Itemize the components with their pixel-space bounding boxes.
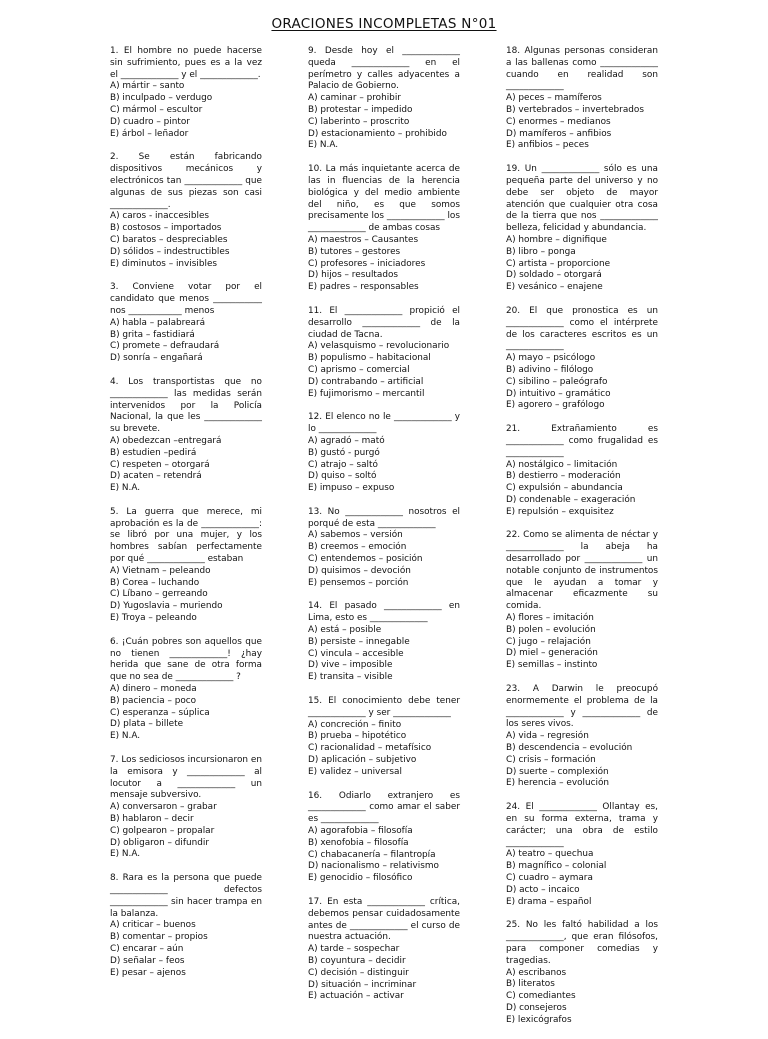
question-stem: 13. No _____________ nosotros el porqué de esta _____________ bbox=[308, 506, 460, 529]
answer-option: E) fujimorismo – mercantil bbox=[308, 388, 425, 399]
answer-option: A) flores – imitación bbox=[506, 613, 594, 624]
question-stem: 11. El _____________ propició el desarrollo _____________ de la ciudad de Tacna. bbox=[308, 305, 460, 340]
question-item bbox=[506, 530, 658, 672]
answer-option: A) vida – regresión bbox=[506, 731, 589, 742]
answer-option: B) prueba – hipotético bbox=[308, 731, 407, 742]
answer-option: C) baratos – despreciables bbox=[110, 234, 228, 245]
question-stem: 24. El _____________ Ollantay es, en su forma externa, trama y carácter; una obra de estilo _____________ bbox=[506, 802, 658, 848]
answer-option: A) dinero – moneda bbox=[110, 684, 197, 695]
answer-option: A) escribanos bbox=[506, 967, 567, 978]
answer-option: C) chabacanería – filantropía bbox=[308, 849, 436, 860]
question-stem: 15. El conocimiento debe tener _____________ y ser _____________ bbox=[308, 696, 460, 718]
answer-option: E) padres – responsables bbox=[308, 282, 419, 293]
answer-option: A) Vietnam – peleando bbox=[110, 565, 211, 576]
answer-option: B) libro – ponga bbox=[506, 246, 576, 257]
answer-option: C) artista – proporcione bbox=[506, 258, 611, 269]
question-item bbox=[308, 412, 460, 495]
question-item bbox=[308, 601, 460, 684]
answer-option: D) nacionalismo – relativismo bbox=[308, 861, 439, 872]
answer-option: C) laberinto – proscrito bbox=[308, 116, 410, 127]
answer-option: D) quisimos – devoción bbox=[308, 565, 411, 576]
answer-option: C) cuadro – aymara bbox=[506, 873, 593, 883]
answer-option: A) velasquismo – revolucionario bbox=[308, 341, 450, 352]
question-stem: 6. ¡Cuán pobres son aquellos que no tienen _____________! ¿hay herida que sane de otra forma que no sea de _____________ ? bbox=[110, 636, 262, 683]
question-item bbox=[506, 424, 658, 518]
page-title bbox=[0, 16, 768, 32]
answer-option: B) protestar – impedido bbox=[308, 104, 413, 115]
answer-option: C) sibilino – paleógrafo bbox=[506, 376, 608, 387]
answer-option: A) teatro – quechua bbox=[506, 849, 594, 860]
answer-option: E) árbol – leñador bbox=[110, 128, 189, 139]
answer-option: E) genocidio – filosófico bbox=[308, 873, 413, 884]
question-stem: 3. Conviene votar por el candidato que menos ___________ nos ____________ menos bbox=[110, 282, 262, 316]
question-column-1 bbox=[110, 46, 262, 991]
answer-option: A) obedezcan –entregará bbox=[110, 435, 222, 446]
question-item bbox=[308, 696, 460, 779]
answer-option: E) N.A. bbox=[110, 483, 141, 494]
page-title-text: ORACIONES INCOMPLETAS N°01 bbox=[271, 16, 497, 32]
answer-option: A) agradó – mató bbox=[308, 435, 385, 446]
answer-option: A) agorafobia – filosofía bbox=[308, 826, 413, 837]
answer-option: B) tutores – gestores bbox=[308, 246, 401, 257]
answer-option: D) sonría – engañará bbox=[110, 353, 203, 364]
answer-option: B) estudien –pedirá bbox=[110, 447, 197, 458]
question-column-3 bbox=[506, 46, 658, 1039]
answer-option: E) diminutos – invisibles bbox=[110, 258, 218, 269]
answer-option: D) señalar – feos bbox=[110, 955, 185, 966]
answer-option: E) pesar – ajenos bbox=[110, 967, 186, 978]
answer-option: A) maestros – Causantes bbox=[308, 234, 419, 245]
answer-option: C) comediantes bbox=[506, 991, 576, 1002]
answer-option: D) acaten – retendrá bbox=[110, 471, 202, 482]
question-stem: 4. Los transportistas que no _____________ las medidas serán intervenidos por la Policía Nacional, la que les _____________ su brevete. bbox=[110, 376, 262, 435]
answer-option: C) expulsión – abundancia bbox=[506, 483, 623, 494]
answer-option: E) vesánico – enajene bbox=[506, 282, 603, 293]
question-stem: 25. No les faltó habilidad a los _____________, que eran filósofos, para componer comedias y tragedias. bbox=[506, 920, 658, 966]
answer-option: E) pensemos – porción bbox=[308, 577, 409, 588]
answer-option: B) creemos – emoción bbox=[308, 542, 407, 553]
answer-option: E) Troya – peleando bbox=[110, 613, 197, 624]
answer-option: B) inculpado – verdugo bbox=[110, 93, 213, 104]
answer-option: E) lexicógrafos bbox=[506, 1014, 572, 1025]
answer-option: B) polen – evolución bbox=[506, 624, 596, 635]
answer-option: A) hombre – dignifique bbox=[506, 234, 607, 245]
answer-option: E) actuación – activar bbox=[308, 991, 404, 1002]
answer-option: C) aprismo – comercial bbox=[308, 364, 410, 375]
answer-option: D) estacionamiento – prohibido bbox=[308, 128, 447, 139]
question-stem: 5. La guerra que merece, mi aprobación es la de _____________: se libró por una mujer, y los hombres sabían perfectamente por qué _____________ estaban bbox=[110, 506, 262, 565]
question-item bbox=[506, 164, 658, 294]
answer-option: D) intuitivo – gramático bbox=[506, 388, 611, 399]
answer-option: C) mármol – escultor bbox=[110, 104, 203, 115]
answer-option: D) soldado – otorgará bbox=[506, 270, 602, 281]
answer-option: D) obligaron – difundir bbox=[110, 837, 209, 848]
answer-option: E) drama – español bbox=[506, 896, 592, 907]
answer-option: D) contrabando – artificial bbox=[308, 376, 424, 387]
answer-option: E) herencia – evolución bbox=[506, 778, 610, 789]
question-item bbox=[110, 873, 262, 979]
answer-option: C) profesores – iniciadores bbox=[308, 258, 426, 269]
answer-option: A) mayo – psicólogo bbox=[506, 353, 596, 364]
answer-option: A) está – posible bbox=[308, 625, 382, 636]
answer-option: E) validez – universal bbox=[308, 766, 402, 777]
answer-option: D) plata – billete bbox=[110, 719, 184, 730]
question-item bbox=[506, 802, 658, 908]
question-stem: 17. En esta _____________ crítica, debemos pensar cuidadosamente antes de _____________ el curso de nuestra actuación. bbox=[308, 897, 460, 943]
answer-option: D) quiso – soltó bbox=[308, 471, 377, 482]
answer-option: C) esperanza – súplica bbox=[110, 707, 210, 718]
answer-option: D) acto – incaico bbox=[506, 884, 580, 895]
answer-option: C) entendemos – posición bbox=[308, 554, 423, 565]
question-item bbox=[308, 507, 460, 590]
answer-option: B) destierro – moderación bbox=[506, 471, 621, 482]
question-stem: 19. Un _____________ sólo es una pequeña parte del universo y no debe ser objeto de mayor atención que cualquier otra cosa de la tierra que nos _____________ belleza, felicidad y abundancia. bbox=[506, 164, 658, 234]
answer-option: D) hijos – resultados bbox=[308, 270, 399, 281]
question-item bbox=[110, 282, 262, 365]
question-item bbox=[308, 306, 460, 400]
answer-option: E) agorero – grafólogo bbox=[506, 400, 605, 411]
answer-option: D) sólidos – indestructibles bbox=[110, 246, 230, 257]
question-item bbox=[110, 152, 262, 270]
question-item bbox=[506, 306, 658, 412]
answer-option: A) criticar – buenos bbox=[110, 920, 196, 931]
answer-option: A) concreción – finito bbox=[308, 719, 402, 730]
answer-option: B) magnífico – colonial bbox=[506, 861, 607, 872]
answer-option: C) vincula – accesible bbox=[308, 648, 404, 659]
answer-option: E) anfibios – peces bbox=[506, 140, 589, 151]
answer-option: C) jugo – relajación bbox=[506, 636, 591, 647]
answer-option: C) golpearon – propalar bbox=[110, 825, 215, 836]
answer-option: D) suerte – complexión bbox=[506, 766, 609, 777]
answer-option: D) mamíferos – anfibios bbox=[506, 128, 612, 139]
question-item bbox=[308, 164, 460, 294]
answer-option: D) aplicación – subjetivo bbox=[308, 755, 417, 766]
answer-option: B) costosos – importados bbox=[110, 223, 222, 234]
answer-option: C) atrajo – saltó bbox=[308, 459, 378, 470]
question-column-2 bbox=[308, 46, 460, 1015]
answer-option: A) habla – palabreará bbox=[110, 317, 206, 328]
answer-option: B) persiste – innegable bbox=[308, 636, 410, 647]
question-item bbox=[506, 920, 658, 1026]
answer-option: E) impuso – expuso bbox=[308, 483, 395, 494]
question-stem: 14. El pasado _____________ en Lima, esto es _____________ bbox=[308, 601, 460, 624]
answer-option: C) racionalidad – metafísico bbox=[308, 743, 432, 754]
answer-option: D) vive – imposible bbox=[308, 660, 393, 671]
answer-option: A) nostálgico – limitación bbox=[506, 459, 618, 470]
question-stem: 22. Como se alimenta de néctar y _____________ la abeja ha desarrollado por _____________ un notable conjunto de instrumentos que le ayudan a tomar y almacenar eficazmente su comida. bbox=[506, 530, 658, 612]
question-item bbox=[308, 897, 460, 1003]
answer-option: B) descendencia – evolución bbox=[506, 743, 633, 754]
answer-option: D) condenable – exageración bbox=[506, 494, 636, 505]
answer-option: B) adivino – filólogo bbox=[506, 364, 594, 375]
answer-option: E) transita – visible bbox=[308, 672, 393, 683]
question-item bbox=[308, 791, 460, 885]
answer-option: D) cuadro – pintor bbox=[110, 116, 190, 127]
answer-option: B) xenofobia – filosofía bbox=[308, 837, 409, 848]
answer-option: B) vertebrados – invertebrados bbox=[506, 104, 644, 115]
answer-option: C) crisis – formación bbox=[506, 754, 596, 765]
answer-option: A) caminar – prohibir bbox=[308, 93, 401, 104]
answer-option: E) N.A. bbox=[110, 849, 141, 860]
answer-option: B) gustó - purgó bbox=[308, 447, 380, 458]
question-stem: 23. A Darwin le preocupó enormemente el problema de la _____________ y _____________ de los seres vivos. bbox=[506, 684, 658, 730]
question-stem: 12. El elenco no le _____________ y lo _____________ bbox=[308, 412, 460, 435]
question-stem: 18. Algunas personas consideran a las ballenas como _____________ cuando en realidad son _____________ bbox=[506, 46, 658, 92]
answer-option: B) comentar – propios bbox=[110, 932, 208, 943]
question-stem: 10. La más inquietante acerca de las in fluencias de la herencia biológica y del medio ambiente del niño, es que somos precisamente los _____________ los _____________ de ambas cosas bbox=[308, 164, 460, 234]
answer-option: A) tarde – sospechar bbox=[308, 944, 400, 955]
question-item bbox=[308, 46, 460, 152]
question-stem: 8. Rara es la persona que puede _____________ defectos _____________ sin hacer trampa en la balanza. bbox=[110, 873, 262, 919]
answer-option: A) peces – mamíferos bbox=[506, 93, 602, 104]
answer-option: B) grita – fastidiará bbox=[110, 329, 195, 340]
question-item bbox=[110, 377, 262, 495]
question-stem: 9. Desde hoy el _____________ queda _____________ en el perímetro y calles adyacentes a Palacio de Gobierno. bbox=[308, 46, 460, 92]
answer-option: E) N.A. bbox=[110, 731, 141, 742]
answer-option: A) sabemos – versión bbox=[308, 530, 403, 541]
answer-option: C) promete – defraudará bbox=[110, 341, 220, 352]
answer-option: D) miel – generación bbox=[506, 648, 598, 659]
answer-option: B) hablaron – decir bbox=[110, 814, 194, 825]
answer-option: A) caros - inaccesibles bbox=[110, 211, 210, 222]
answer-option: B) populismo – habitacional bbox=[308, 353, 431, 364]
answer-option: B) literatos bbox=[506, 979, 555, 990]
question-stem: 2. Se están fabricando dispositivos mecánicos y electrónicos tan _____________ que algunas de sus piezas son casi _____________. bbox=[110, 152, 262, 210]
answer-option: B) coyuntura – decidir bbox=[308, 955, 406, 966]
answer-option: D) situación – incriminar bbox=[308, 979, 417, 990]
answer-option: E) repulsión – exquisitez bbox=[506, 506, 614, 517]
answer-option: D) Yugoslavia – muriendo bbox=[110, 601, 223, 612]
question-item bbox=[110, 755, 262, 861]
question-stem: 1. El hombre no puede hacerse sin sufrimiento, pues es a la vez el _____________ y el _____________. bbox=[110, 46, 262, 80]
answer-option: E) semillas – instinto bbox=[506, 660, 598, 671]
question-stem: 7. Los sediciosos incursionaron en la emisora y _____________ al locutor a _____________ un mensaje subversivo. bbox=[110, 755, 262, 801]
question-item bbox=[110, 507, 262, 625]
question-stem: 20. El que pronostica es un _____________ como el intérprete de los caracteres escritos es un _____________ bbox=[506, 305, 658, 352]
question-item bbox=[110, 637, 262, 743]
answer-option: C) decisión – distinguir bbox=[308, 967, 409, 978]
question-item bbox=[506, 684, 658, 790]
question-stem: 16. Odiarlo extranjero es _____________ como amar el saber es _____________ bbox=[308, 790, 460, 825]
answer-option: B) Corea – luchando bbox=[110, 577, 200, 588]
answer-option: E) N.A. bbox=[308, 140, 339, 151]
question-item bbox=[506, 46, 658, 152]
answer-option: C) encarar – aún bbox=[110, 943, 184, 954]
answer-option: A) mártir – santo bbox=[110, 81, 185, 92]
answer-option: B) paciencia – poco bbox=[110, 695, 197, 706]
question-item bbox=[110, 46, 262, 140]
answer-option: D) consejeros bbox=[506, 1002, 567, 1013]
answer-option: C) respeten – otorgará bbox=[110, 459, 210, 470]
answer-option: C) enormes – medianos bbox=[506, 116, 611, 127]
answer-option: A) conversaron – grabar bbox=[110, 802, 217, 813]
answer-option: C) Líbano – gerreando bbox=[110, 589, 208, 600]
question-stem: 21. Extrañamiento es _____________ como frugalidad es _____________ bbox=[506, 424, 658, 458]
